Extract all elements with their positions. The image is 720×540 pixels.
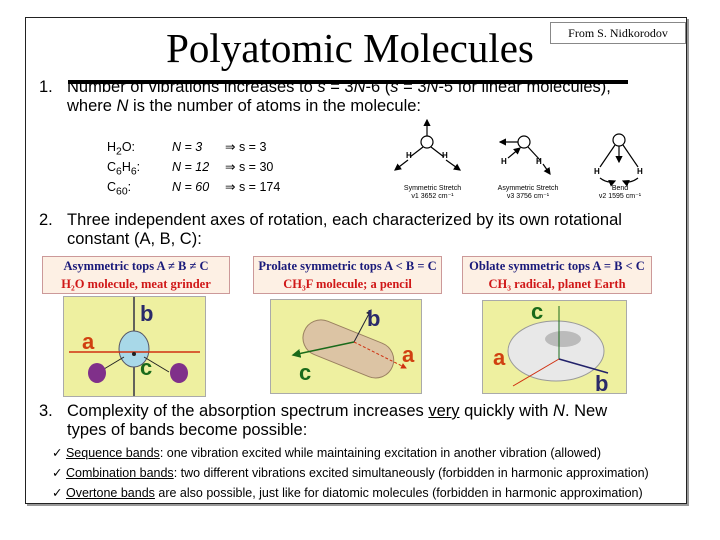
atom-label: H	[594, 167, 600, 176]
axis-label-b: b	[595, 371, 609, 394]
mode-frequency: ν1 3652 cm⁻¹	[411, 193, 454, 200]
item-2	[39, 211, 622, 249]
top-title: Prolate symmetric tops A < B = C	[258, 259, 437, 273]
top-type-box	[253, 256, 442, 294]
t: = 3	[398, 78, 427, 96]
axis-label-a: a	[402, 342, 415, 367]
t: is the number of atoms in the molecule:	[128, 97, 422, 115]
t: ⇒ s = 30	[225, 160, 274, 174]
mode-name: Asymmetric Stretch	[497, 185, 559, 192]
band-description: : two different vibrations excited simultaneously (forbidden in harmonic approximation)	[173, 466, 649, 480]
table-row	[107, 157, 307, 177]
mode-caption	[585, 185, 655, 200]
t: 2	[116, 146, 122, 158]
check-icon: ✓	[52, 486, 63, 500]
top-type-box	[42, 256, 230, 294]
band-term: Overtone bands	[65, 486, 155, 500]
band-item	[52, 445, 601, 460]
t: N	[553, 402, 565, 420]
t: H	[107, 140, 117, 154]
t: constant (A, B, C):	[67, 230, 202, 248]
t: where	[67, 97, 117, 115]
t: Number of vibrations increases to	[67, 78, 318, 96]
t: very	[428, 402, 460, 420]
axis-label-b: b	[367, 306, 381, 331]
t: ⇒ s = 3	[225, 140, 267, 154]
check-icon: ✓	[52, 466, 63, 480]
t: -5 for linear molecules),	[438, 78, 611, 96]
top-title: Oblate symmetric tops A = B < C	[469, 259, 645, 273]
t: N = 3	[172, 140, 203, 154]
t: Three independent axes of rotation, each characterized by its own rotational	[67, 211, 622, 229]
t: N = 12	[172, 160, 210, 174]
mode-name: Bend	[611, 185, 629, 192]
top-example: H₂O molecule, meat grinder	[61, 277, 211, 291]
t: Complexity of the absorption spectrum increases	[67, 402, 429, 420]
t: s	[317, 78, 326, 96]
t: . New	[564, 402, 608, 420]
t: C	[107, 180, 117, 194]
mode-frequency: ν2 1595 cm⁻¹	[598, 193, 642, 200]
t: N	[426, 78, 439, 96]
t: N = 60	[172, 180, 210, 194]
atom-label: H	[501, 157, 507, 166]
page-title: Polyatomic Molecules	[166, 25, 534, 71]
top-example: CH₃ radical, planet Earth	[488, 277, 626, 291]
atom-label: H	[406, 151, 412, 160]
t: 60	[116, 186, 128, 198]
mode-name: Symmetric Stretch	[403, 185, 462, 192]
t: s	[390, 78, 399, 96]
band-description: : one vibration excited while maintaining excitation in another vibration (allowed)	[159, 446, 602, 460]
mode-caption	[395, 185, 470, 200]
t: 6	[116, 166, 122, 178]
oblate-top-image	[482, 300, 627, 394]
atom-label: H	[442, 151, 448, 160]
t: O:	[121, 140, 136, 154]
t: C	[107, 160, 117, 174]
t: :	[136, 160, 141, 174]
item-number: 1.	[39, 78, 53, 96]
t: N	[353, 78, 366, 96]
mode-frequency: ν3 3756 cm⁻¹	[506, 193, 550, 200]
t: H	[121, 160, 131, 174]
prolate-top-image	[270, 299, 422, 394]
item-1	[39, 78, 611, 116]
band-item	[52, 465, 649, 480]
axis-label-b: b	[140, 301, 154, 326]
top-example: CH₃F molecule; a pencil	[283, 277, 412, 291]
vibration-count-table	[107, 137, 307, 197]
item-number: 2.	[39, 211, 53, 229]
axis-label-c: c	[140, 355, 153, 380]
item-number: 3.	[39, 402, 53, 420]
t: types of bands become possible:	[67, 421, 308, 439]
axis-label-a: a	[82, 329, 95, 354]
t: 6	[130, 166, 137, 178]
axis-label-a: a	[493, 345, 506, 370]
table-row	[107, 177, 307, 197]
band-term: Combination bands	[65, 466, 174, 480]
atom-label: H	[637, 167, 643, 176]
band-item	[52, 485, 643, 500]
t: :	[127, 180, 132, 194]
top-type-box	[462, 256, 652, 294]
item-3	[39, 402, 608, 440]
t: N	[116, 97, 129, 115]
axis-label-c: c	[299, 360, 312, 385]
credit-box: From S. Nidkorodov	[550, 22, 686, 44]
check-icon: ✓	[52, 446, 63, 460]
t: = 3	[325, 78, 354, 96]
band-term: Sequence bands	[65, 446, 160, 460]
axis-label-c: c	[531, 300, 544, 324]
mode-caption	[488, 185, 568, 200]
t: ⇒ s = 174	[225, 180, 281, 194]
t: quickly with	[459, 402, 554, 420]
asymmetric-top-image	[63, 296, 206, 397]
atom-label: H	[536, 157, 542, 166]
top-title: Asymmetric tops A ≠ B ≠ C	[63, 259, 209, 273]
table-row	[107, 137, 307, 157]
t: -6 (	[365, 78, 391, 96]
band-description: are also possible, just like for diatomic molecules (forbidden in harmonic approximation)	[154, 486, 643, 500]
